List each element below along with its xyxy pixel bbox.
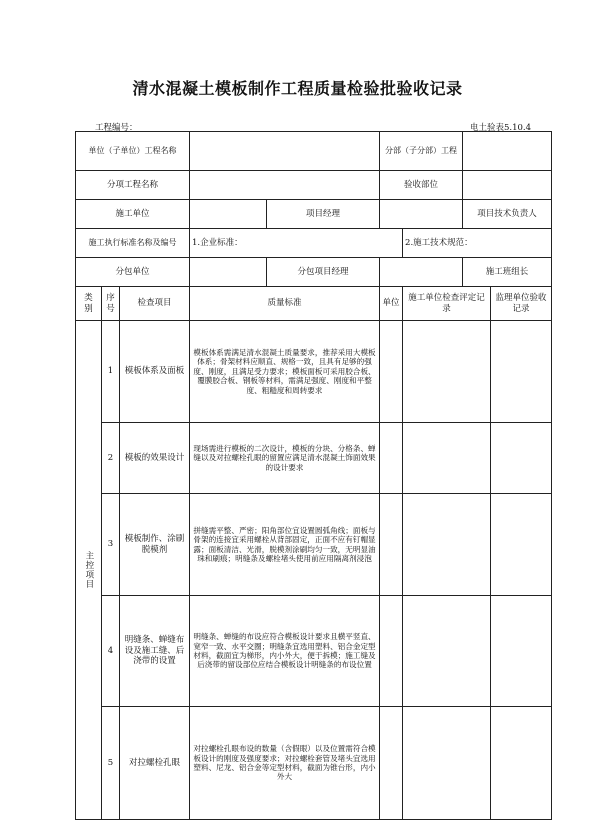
row-unit[interactable]	[380, 707, 403, 820]
form-code: 电土验表5.10.4	[470, 123, 532, 133]
col-item: 检查项目	[120, 287, 190, 321]
row-item: 模板制作、涂刷脱模剂	[120, 494, 190, 596]
row-no: 4	[102, 596, 120, 707]
tech-spec-label: 2.施工技术规范：	[403, 229, 552, 258]
page-title: 清水混凝土模板制作工程质量检验批验收记录	[132, 79, 463, 98]
subcontractor-label: 分包单位	[76, 258, 190, 287]
row-contractor-record[interactable]	[403, 494, 491, 596]
enterprise-std-label: 1.企业标准：	[190, 229, 403, 258]
standard-label: 施工执行标准名称及编号	[76, 229, 190, 258]
row-no: 1	[102, 321, 120, 423]
row-supervisor-record[interactable]	[491, 596, 552, 707]
row-item: 模板体系及面板	[120, 321, 190, 423]
row-standard: 现场需进行模板的二次设计，模板的分块、分格条、蝉缝以及对拉螺栓孔眼的留置应满足清水混凝土饰面效果的设计要求	[190, 423, 380, 494]
row-contractor-record[interactable]	[403, 321, 491, 423]
row-item: 明缝条、蝉缝布设及施工缝、后浇带的设置	[120, 596, 190, 707]
row-supervisor-record[interactable]	[491, 707, 552, 820]
unit-project-label: 单位（子单位）工程名称	[76, 132, 190, 171]
contractor-value[interactable]	[190, 200, 267, 229]
sub-pm-value[interactable]	[380, 258, 463, 287]
row-standard: 拼缝需平整、严密；阳角部位宜设置圆弧角线；面板与骨架的连接宜采用螺栓从背部固定，正面不应有钉帽显露；面板清洁、光滑，脱模剂涂刷均匀一致，无明显油珠和刷痕；明缝条及螺栓堵头使用前应用隔离剂浸泡	[190, 494, 380, 596]
row-supervisor-record[interactable]	[491, 423, 552, 494]
col-category: 类别	[76, 287, 102, 321]
item-project-value[interactable]	[190, 171, 380, 200]
row-unit[interactable]	[380, 494, 403, 596]
row-unit[interactable]	[380, 321, 403, 423]
col-supervisor-record: 监理单位验收记录	[491, 287, 552, 321]
inspect-part-value[interactable]	[463, 171, 552, 200]
subcontractor-value[interactable]	[190, 258, 267, 287]
row-no: 3	[102, 494, 120, 596]
col-standard: 质量标准	[190, 287, 380, 321]
col-contractor-record: 施工单位检查评定记录	[403, 287, 491, 321]
row-unit[interactable]	[380, 423, 403, 494]
row-standard: 对拉螺栓孔眼布设的数量（含假眼）以及位置需符合模板设计的刚度及强度要求；对拉螺栓套管及堵头宜选用塑料、尼龙、铝合金等定型材料，截面为锥台形，内小外大	[190, 707, 380, 820]
inspection-table	[75, 131, 552, 820]
row-supervisor-record[interactable]	[491, 494, 552, 596]
sub-pm-label: 分包项目经理	[267, 258, 380, 287]
item-project-label: 分项工程名称	[76, 171, 190, 200]
contractor-label: 施工单位	[76, 200, 190, 229]
row-standard: 明缝条、蝉缝的布设应符合模板设计要求且横平竖直、宽窄一致、水平交圈；明缝条宜选用塑料、铝合金定型材料，截面宜为梯形，内小外大，便于拆模；施工缝及后浇带的留设部位应结合模板设计明缝条的布设位置	[190, 596, 380, 707]
row-contractor-record[interactable]	[403, 596, 491, 707]
sub-project-label: 分部（子分部）工程	[380, 132, 463, 171]
tech-lead-label: 项目技术负责人	[463, 200, 552, 229]
sub-project-value[interactable]	[463, 132, 552, 171]
row-no: 5	[102, 707, 120, 820]
row-contractor-record[interactable]	[403, 423, 491, 494]
inspect-part-label: 验收部位	[380, 171, 463, 200]
unit-project-value[interactable]	[190, 132, 380, 171]
col-seq: 序号	[102, 287, 120, 321]
row-item: 对拉螺栓孔眼	[120, 707, 190, 820]
category-main-control: 主控项目	[76, 321, 102, 820]
col-unit: 单位	[380, 287, 403, 321]
project-no-label: 工程编号：	[95, 123, 138, 133]
row-no: 2	[102, 423, 120, 494]
row-item: 模板的效果设计	[120, 423, 190, 494]
pm-label: 项目经理	[267, 200, 380, 229]
pm-value[interactable]	[380, 200, 463, 229]
row-contractor-record[interactable]	[403, 707, 491, 820]
team-leader-label: 施工班组长	[463, 258, 552, 287]
row-unit[interactable]	[380, 596, 403, 707]
row-supervisor-record[interactable]	[491, 321, 552, 423]
row-standard: 模板体系需满足清水混凝土质量要求，推荐采用大模板体系；骨架材料应顺直、规格一致，且具有足够的强度、刚度，且满足受力要求；模板面板可采用胶合板、覆膜胶合板、钢板等材料，需满足强度、刚度和平整度、粗糙度和周转要求	[190, 321, 380, 423]
